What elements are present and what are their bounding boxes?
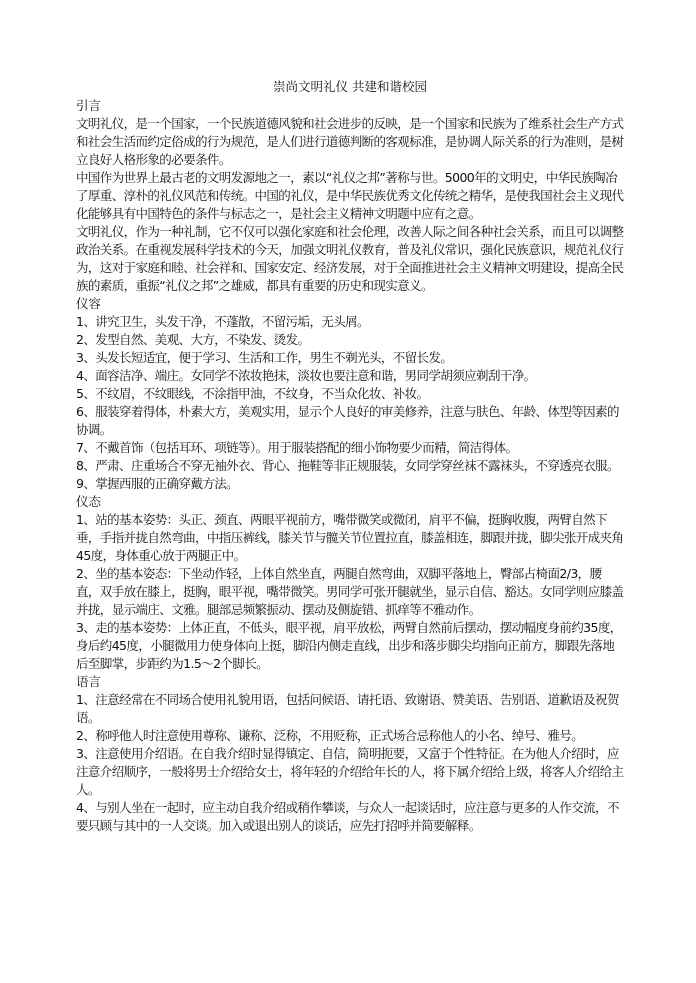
paragraph: 2、称呼他人时注意使用尊称、谦称、泛称，不用贬称，正式场合忌称他人的小名、绰号、雅号。 <box>76 728 584 743</box>
paragraph: 9、掌握西服的正确穿戴方法。 <box>76 476 239 491</box>
paragraph: 1、讲究卫生，头发干净，不蓬散，不留污垢，无头屑。 <box>76 314 369 329</box>
paragraph: 中国作为世界上最古老的文明发源地之一，素以“礼仪之邦”著称与世。5000年的文明史，中华民族陶冶了厚重、淳朴的礼仪风范和传统。中国的礼仪，是中华民族优秀文化传统之精华，是使我国社会主义现代化能够具有中国特色的条件与标志之一，是社会主义精神文明题中应有之意。 <box>76 170 624 221</box>
paragraph: 6、服装穿着得体，朴素大方，美观实用，显示个人良好的审美修养，注意与肤色、年龄、体型等因素的协调。 <box>76 404 619 437</box>
paragraph: 7、不戴首饰（包括耳环、项链等）。用于服装搭配的细小饰物要少而精，简洁得体。 <box>76 440 518 455</box>
document-title: 崇尚文明礼仪 共建和谐校园 <box>273 79 427 94</box>
paragraph: 2、发型自然、美观、大方，不染发、烫发。 <box>76 332 310 347</box>
paragraph: 3、走的基本姿势：上体正直，不低头，眼平视，肩平放松，两臂自然前后摆动，摆动幅度身前约35度，身后约45度，小腿微用力使身体向上挺，脚沿内侧走直线，出步和落步脚尖均指向正前方，脚跟先落地后至脚掌，步距约为1.5～2个脚长。 <box>76 620 622 671</box>
paragraph: 1、注意经常在不同场合使用礼貌用语，包括问候语、请托语、致谢语、赞美语、告别语、道歉语及祝贺语。 <box>76 692 619 725</box>
section-heading: 引言 <box>76 98 102 113</box>
paragraph: 文明礼仪，作为一种礼制，它不仅可以强化家庭和社会伦理，改善人际之间各种社会关系，而且可以调整政治关系。在重视发展科学技术的今天，加强文明礼仪教育，普及礼仪常识，强化民族意识，规范礼仪行为，这对于家庭和睦、社会祥和、国家安定、经济发展，对于全面推进社会主义精神文明建设，提高全民族的素质，重振“礼仪之邦”之雄威，都具有重要的历史和现实意义。 <box>76 224 624 293</box>
paragraph: 1、站的基本姿势：头正、颈直、两眼平视前方，嘴带微笑或微闭，肩平不偏，挺胸收腹，两臂自然下垂，手指并拢自然弯曲，中指压裤线，膝关节与髋关节位置拉直，膝盖相连，脚跟并拢，脚尖张开成夹角45度，身体重心放于两腿正中。 <box>76 512 624 563</box>
paragraph: 5、不纹眉，不纹眼线，不涂指甲油，不纹身，不当众化妆、补妆。 <box>76 386 429 401</box>
section-heading: 仪态 <box>76 494 102 509</box>
paragraph: 文明礼仪，是一个国家，一个民族道德风貌和社会进步的反映，是一个国家和民族为了维系社会生产方式和社会生活而约定俗成的行为规范，是人们进行道德判断的客观标准，是协调人际关系的行为准则，是树立良好人格形象的必要条件。 <box>76 116 624 167</box>
section-heading: 仪容 <box>76 296 102 311</box>
paragraph: 3、头发长短适宜，便于学习、生活和工作，男生不剃光头，不留长发。 <box>76 350 453 365</box>
paragraph: 8、严肃、庄重场合不穿无袖外衣、背心、拖鞋等非正规服装，女同学穿丝袜不露袜头，不穿透亮衣服。 <box>76 458 619 473</box>
paragraph: 4、面容洁净、端庄。女同学不浓妆艳抹，淡妆也要注意和谐，男同学胡须应剃刮干净。 <box>76 368 536 383</box>
section-heading: 语言 <box>76 674 102 689</box>
paragraph: 4、与别人坐在一起时，应主动自我介绍或稍作攀谈，与众人一起谈话时，应注意与更多的人作交流，不要只顾与其中的一人交谈。加入或退出别人的谈话，应先打招呼并简要解释。 <box>76 800 619 833</box>
paragraph: 3、注意使用介绍语。在自我介绍时显得镇定、自信，简明扼要，又富于个性特征。在为他人介绍时，应注意介绍顺序，一般将男士介绍给女士，将年轻的介绍给年长的人，将下属介绍给上级，将客人介绍给主人。 <box>76 746 624 797</box>
document-page <box>76 78 624 835</box>
document-body <box>76 97 624 835</box>
paragraph: 2、坐的基本姿态：下坐动作轻，上体自然坐直，两腿自然弯曲，双脚平落地上，臀部占椅面2/3，腰直，双手放在膝上，挺胸，眼平视，嘴带微笑。男同学可张开腿就坐，显示自信、豁达。女同学则应膝盖并拢，显示端庄、文雅。腿部忌频繁振动、摆动及侧旋错、抓痒等不雅动作。 <box>76 566 624 617</box>
